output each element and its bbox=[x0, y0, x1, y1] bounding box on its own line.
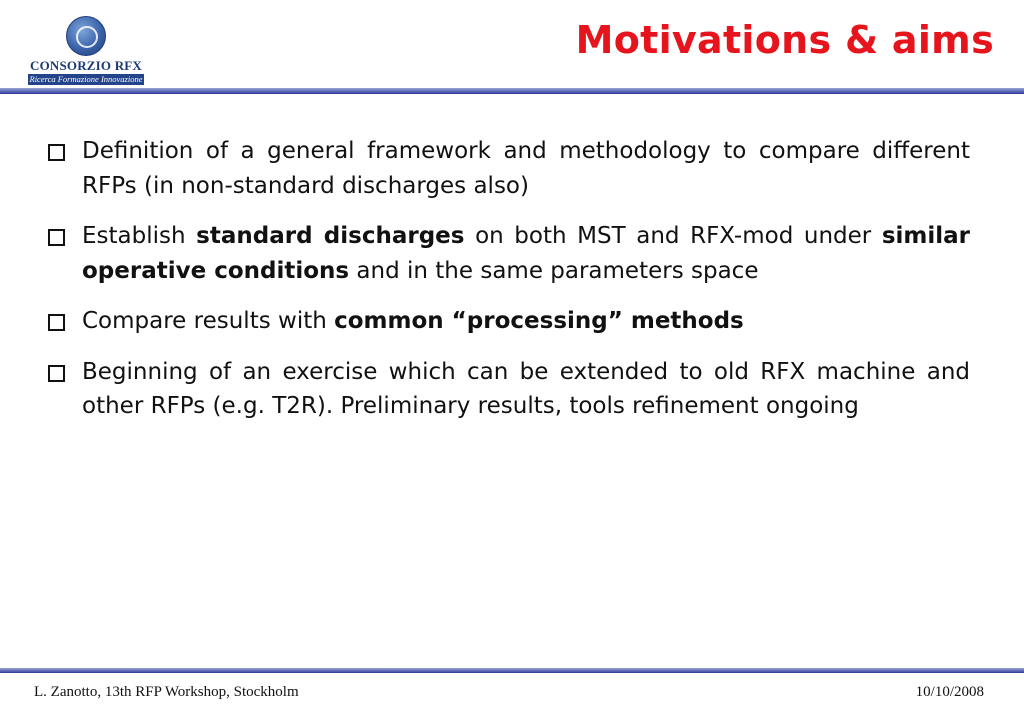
slide-title: Motivations & aims bbox=[575, 18, 994, 62]
bullet-item bbox=[48, 219, 970, 288]
logo-tagline: Ricerca Formazione Innovazione bbox=[29, 74, 143, 84]
header-divider bbox=[0, 88, 1024, 94]
bullet-emphasis: common “processing” methods bbox=[334, 308, 744, 334]
bullet-item bbox=[48, 134, 970, 203]
bullet-emphasis: similar operative conditions bbox=[82, 223, 970, 284]
bullet-list bbox=[48, 134, 970, 440]
footer-author: L. Zanotto, 13th RFP Workshop, Stockholm bbox=[34, 684, 299, 700]
checkbox-bullet-icon bbox=[48, 365, 65, 382]
bullet-text: and in the same parameters space bbox=[349, 257, 759, 284]
bullet-item bbox=[48, 355, 970, 424]
bullet-text: Establish bbox=[82, 223, 197, 249]
bullet-text: on both MST and RFX-mod under bbox=[464, 223, 882, 249]
footer-date: 10/10/2008 bbox=[915, 684, 984, 700]
bullet-text: Compare results with bbox=[82, 308, 335, 334]
bullet-emphasis: standard discharges bbox=[196, 223, 465, 249]
logo-name: CONSORZIO RFX bbox=[29, 58, 143, 73]
footer-divider bbox=[0, 668, 1024, 673]
bullet-item bbox=[48, 304, 970, 339]
checkbox-bullet-icon bbox=[48, 144, 65, 161]
checkbox-bullet-icon bbox=[48, 229, 65, 246]
consorzio-rfx-logo bbox=[22, 12, 150, 86]
checkbox-bullet-icon bbox=[48, 314, 65, 331]
globe-icon bbox=[66, 16, 106, 56]
bullet-text: Beginning of an exercise which can be extended to old RFX machine and other RFPs (e.g. T2R). Preliminary results, tools refinement ongoing bbox=[82, 358, 970, 419]
bullet-text: Definition of a general framework and methodology to compare different RFPs (in non-standard discharges also) bbox=[82, 138, 970, 199]
